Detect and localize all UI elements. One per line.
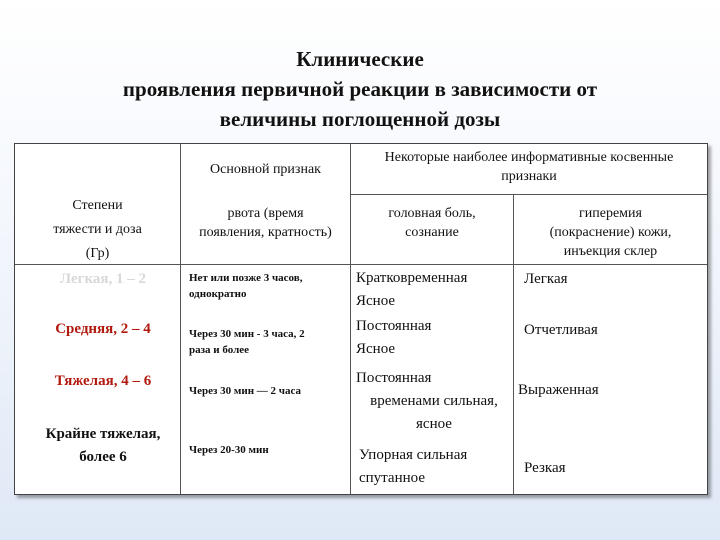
severity-heavy: Тяжелая, 4 – 6 [54, 373, 152, 389]
vomit-medium [189, 326, 359, 358]
header-main-sign [181, 160, 350, 179]
header-vomit-line-1: рвота (время [227, 206, 304, 221]
headache-extreme [359, 444, 511, 490]
dose-table [14, 143, 708, 495]
vomit-medium-line-2: раза и более [189, 344, 250, 356]
header-hyper-line-2: (покраснение) кожи, [549, 225, 672, 240]
header-vomit [181, 204, 350, 242]
header-severity-line-3: (Гр) [85, 246, 110, 261]
severity-light: Легкая, 1 – 2 [59, 271, 147, 287]
vomit-extreme [189, 442, 359, 458]
header-hyper-line-3: инъекция склер [563, 244, 658, 259]
vomit-light [189, 270, 359, 302]
header-main-sign-text: Основной признак [210, 162, 321, 177]
headache-heavy-line-3: ясное [416, 416, 452, 432]
headache-heavy-line-1: Постоянная [356, 370, 432, 386]
vomit-light-line-2: однократно [189, 288, 247, 300]
header-severity [15, 194, 180, 266]
vomit-medium-line-1: Через 30 мин - 3 часа, 2 [189, 328, 305, 340]
headache-medium-line-1: Постоянная [356, 318, 432, 334]
row-divider-header-split [350, 194, 707, 195]
vomit-extreme-line-1: Через 20-30 мин [189, 444, 269, 456]
header-severity-line-2: тяжести и доза [53, 222, 142, 237]
header-hyperemia [514, 204, 707, 261]
headache-heavy [353, 367, 515, 436]
header-hyper-line-1: гиперемия [579, 206, 642, 221]
hyperemia-light: Легкая [524, 271, 568, 287]
headache-light-line-1: Кратковременная [356, 270, 468, 286]
title-line-2: проявления первичной реакции в зависимости от [122, 77, 598, 101]
headache-medium-line-2: Ясное [356, 341, 396, 357]
header-indirect-signs [351, 148, 707, 186]
hyperemia-heavy: Выраженная [518, 382, 599, 398]
header-indirect-line-2: признаки [501, 169, 557, 184]
headache-extreme-line-1: Упорная сильная [359, 447, 468, 463]
header-headache-line-2: сознание [405, 225, 459, 240]
headache-heavy-line-2: временами сильная, [370, 393, 498, 409]
vomit-light-line-1: Нет или позже 3 часов, [189, 272, 303, 284]
hyperemia-extreme: Резкая [524, 460, 566, 476]
page-title [0, 44, 720, 134]
header-indirect-line-1: Некоторые наиболее информативные косвенные [384, 150, 674, 165]
header-severity-line-1: Степени [72, 198, 123, 213]
title-line-1: Клинические [296, 47, 424, 71]
severity-extreme [23, 423, 183, 469]
headache-medium [356, 315, 516, 361]
title-line-3: величины поглощенной дозы [219, 107, 501, 131]
hyperemia-medium: Отчетливая [524, 322, 598, 338]
vomit-heavy [189, 383, 359, 399]
vomit-heavy-line-1: Через 30 мин — 2 часа [189, 385, 302, 397]
headache-extreme-line-2: спутанное [359, 470, 425, 486]
severity-medium: Средняя, 2 – 4 [55, 321, 151, 337]
header-vomit-line-2: появления, кратность) [199, 225, 332, 240]
header-headache-line-1: головная боль, [388, 206, 476, 221]
severity-extreme-line-2: более 6 [79, 449, 127, 465]
severity-extreme-line-1: Крайне тяжелая, [45, 426, 161, 442]
headache-light [356, 267, 516, 313]
headache-light-line-2: Ясное [356, 293, 396, 309]
header-headache [351, 204, 513, 242]
